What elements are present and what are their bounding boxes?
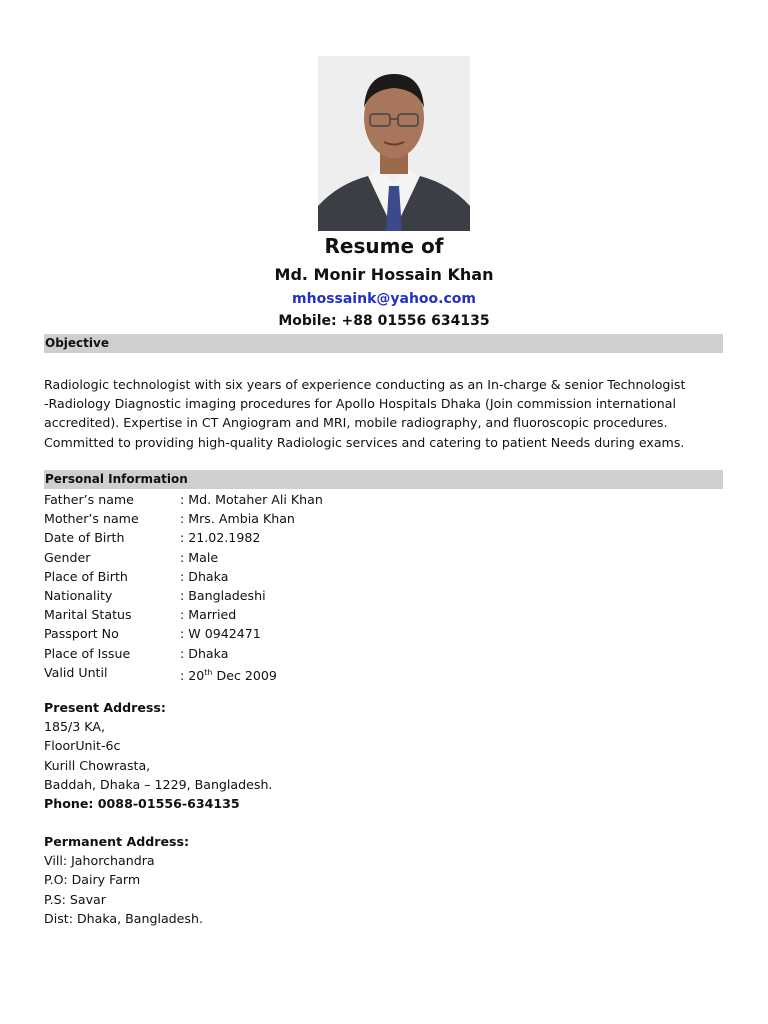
info-value: : 21.02.1982 [180, 530, 261, 546]
info-value: : Bangladeshi [180, 587, 266, 603]
valid-until-ordinal: th [204, 667, 213, 677]
info-row-marital-status [44, 605, 323, 624]
info-row-place-of-issue [44, 644, 323, 663]
objective-heading-bar [44, 334, 723, 353]
info-label: Valid Until [44, 664, 108, 680]
personal-info-heading-bar [44, 470, 723, 489]
info-label: Place of Issue [44, 645, 131, 661]
info-value: : Mrs. Ambia Khan [180, 511, 295, 527]
person-portrait-icon [318, 56, 470, 231]
info-row-mothers-name [44, 509, 323, 528]
info-row-gender [44, 548, 323, 567]
info-value: : Dhaka [180, 568, 229, 584]
info-label: Place of Birth [44, 568, 128, 584]
info-value: : Married [180, 607, 237, 623]
info-row-date-of-birth [44, 528, 323, 547]
phone-number: Phone: 0088-01556-634135 [44, 796, 240, 812]
address-line: Vill: Jahorchandra [44, 853, 155, 869]
address-line: Baddah, Dhaka – 1229, Bangladesh. [44, 776, 273, 792]
personal-info-heading: Personal Information [45, 472, 188, 486]
info-row-place-of-birth [44, 567, 323, 586]
valid-until-suffix: Dec 2009 [212, 667, 277, 683]
objective-heading: Objective [45, 336, 109, 350]
address-line: P.S: Savar [44, 891, 106, 907]
objective-line: -Radiology Diagnostic imaging procedures for Apollo Hospitals Dhaka (Join commission international [44, 396, 676, 412]
objective-line: accredited). Expertise in CT Angiogram and MRI, mobile radiography, and fluoroscopic procedures. [44, 415, 668, 431]
info-label: Nationality [44, 587, 113, 603]
objective-line: Radiologic technologist with six years of experience conducting as an In-charge & senior Technologist [44, 377, 686, 392]
info-row-nationality [44, 586, 323, 605]
address-line: P.O: Dairy Farm [44, 872, 141, 888]
email-link[interactable]: mhossaink@yahoo.com [292, 291, 476, 307]
mobile-number: Mobile: +88 01556 634135 [278, 313, 490, 329]
address-line: Dist: Dhaka, Bangladesh. [44, 910, 203, 926]
address-line: Kurill Chowrasta, [44, 757, 151, 773]
info-row-fathers-name [44, 490, 323, 509]
candidate-name: Md. Monir Hossain Khan [274, 265, 494, 284]
info-row-valid-until [44, 663, 323, 682]
profile-photo [318, 56, 470, 231]
info-label: Passport No [44, 626, 119, 642]
info-label: Marital Status [44, 607, 132, 623]
info-value: : Male [180, 549, 219, 565]
info-row-passport-no [44, 624, 323, 643]
info-value: : Dhaka [180, 645, 229, 661]
info-label: Mother’s name [44, 511, 139, 527]
info-label: Gender [44, 549, 91, 565]
info-value: : Md. Motaher Ali Khan [180, 492, 323, 507]
objective-text [44, 375, 734, 452]
info-value: : W 0942471 [180, 626, 261, 642]
info-label: Date of Birth [44, 530, 125, 546]
info-value [180, 663, 277, 682]
resume-title: Resume of [324, 234, 444, 258]
personal-info-table [44, 490, 323, 682]
address-line: FloorUnit-6c [44, 738, 121, 754]
permanent-address-heading: Permanent Address: [44, 834, 190, 849]
present-address-block [44, 698, 272, 813]
valid-until-prefix: : 20 [180, 667, 205, 683]
info-label: Father’s name [44, 492, 134, 507]
objective-line: Committed to providing high-quality Radiologic services and catering to patient Needs during exams. [44, 434, 685, 450]
address-line: 185/3 KA, [44, 719, 105, 735]
present-address-heading: Present Address: [44, 700, 166, 715]
permanent-address-block [44, 832, 203, 928]
